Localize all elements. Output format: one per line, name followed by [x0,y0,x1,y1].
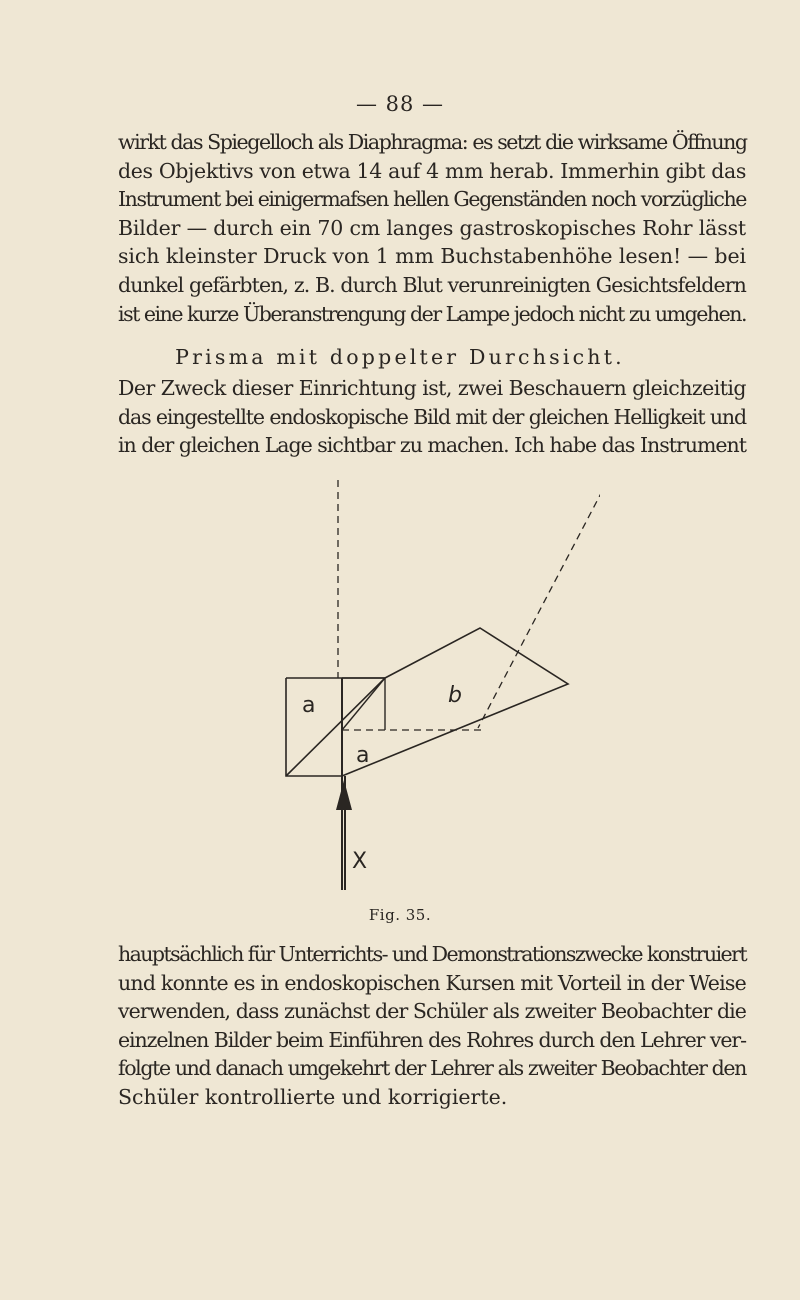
right-sight-line [478,480,600,728]
arrow-icon [336,780,352,810]
text-line: verwenden, dass zunächst der Schüler als zweiter Beobachter die [118,999,746,1024]
section-heading: Prisma mit doppelter Durchsicht. [175,345,625,369]
left-prism-diagonal [286,678,385,776]
text-line: dunkel gefärbten, z. B. durch Blut verunreinigten Gesichtsfeldern [118,272,746,297]
text-line: Schüler kontrollierte und korrigierte. [118,1084,508,1109]
prism-figure [270,480,600,900]
prism-diagram [270,480,600,900]
text-line: ist eine kurze Überanstrengung der Lampe jedoch nicht zu umgehen. [118,301,746,326]
text-line: sich kleinster Druck von 1 mm Buchstabenhöhe lesen! — bei [118,244,746,269]
text-line: und konnte es in endoskopischen Kursen mit Vorteil in der Weise [118,970,746,995]
label-a-center: a [356,743,370,768]
text-line: folgte und danach umgekehrt der Lehrer als zweiter Beobachter den [118,1056,746,1081]
text-line: wirkt das Spiegelloch als Diaphragma: es setzt die wirksame Öffnung [118,130,747,154]
text-line: das eingestellte endoskopische Bild mit der gleichen Helligkeit und [118,404,746,429]
paragraph-3 [118,940,746,1112]
label-a-left: a [302,693,316,718]
paragraph-1 [118,128,746,328]
text-line: hauptsächlich für Unterrichts- und Demonstrationszwecke konstruiert [118,942,746,966]
text-line: Instrument bei einigermafsen hellen Gegenständen noch vorzügliche [118,187,746,212]
label-b: b [448,683,462,708]
label-x: X [352,849,368,874]
text-line: einzelnen Bilder beim Einführen des Rohres durch den Lehrer ver- [118,1027,746,1052]
figure-caption: Fig. 35. [368,906,432,924]
page-number: — 88 — [355,92,445,116]
text-line: des Objektivs von etwa 14 auf 4 mm herab. Immerhin gibt das [118,158,746,183]
text-line: Bilder — durch ein 70 cm langes gastroskopisches Rohr lässt [118,215,746,240]
text-line: Der Zweck dieser Einrichtung ist, zwei Beschauern gleichzeitig [118,376,746,400]
paragraph-2 [118,374,746,460]
text-line: in der gleichen Lage sichtbar zu machen. Ich habe das Instrument [118,433,746,458]
